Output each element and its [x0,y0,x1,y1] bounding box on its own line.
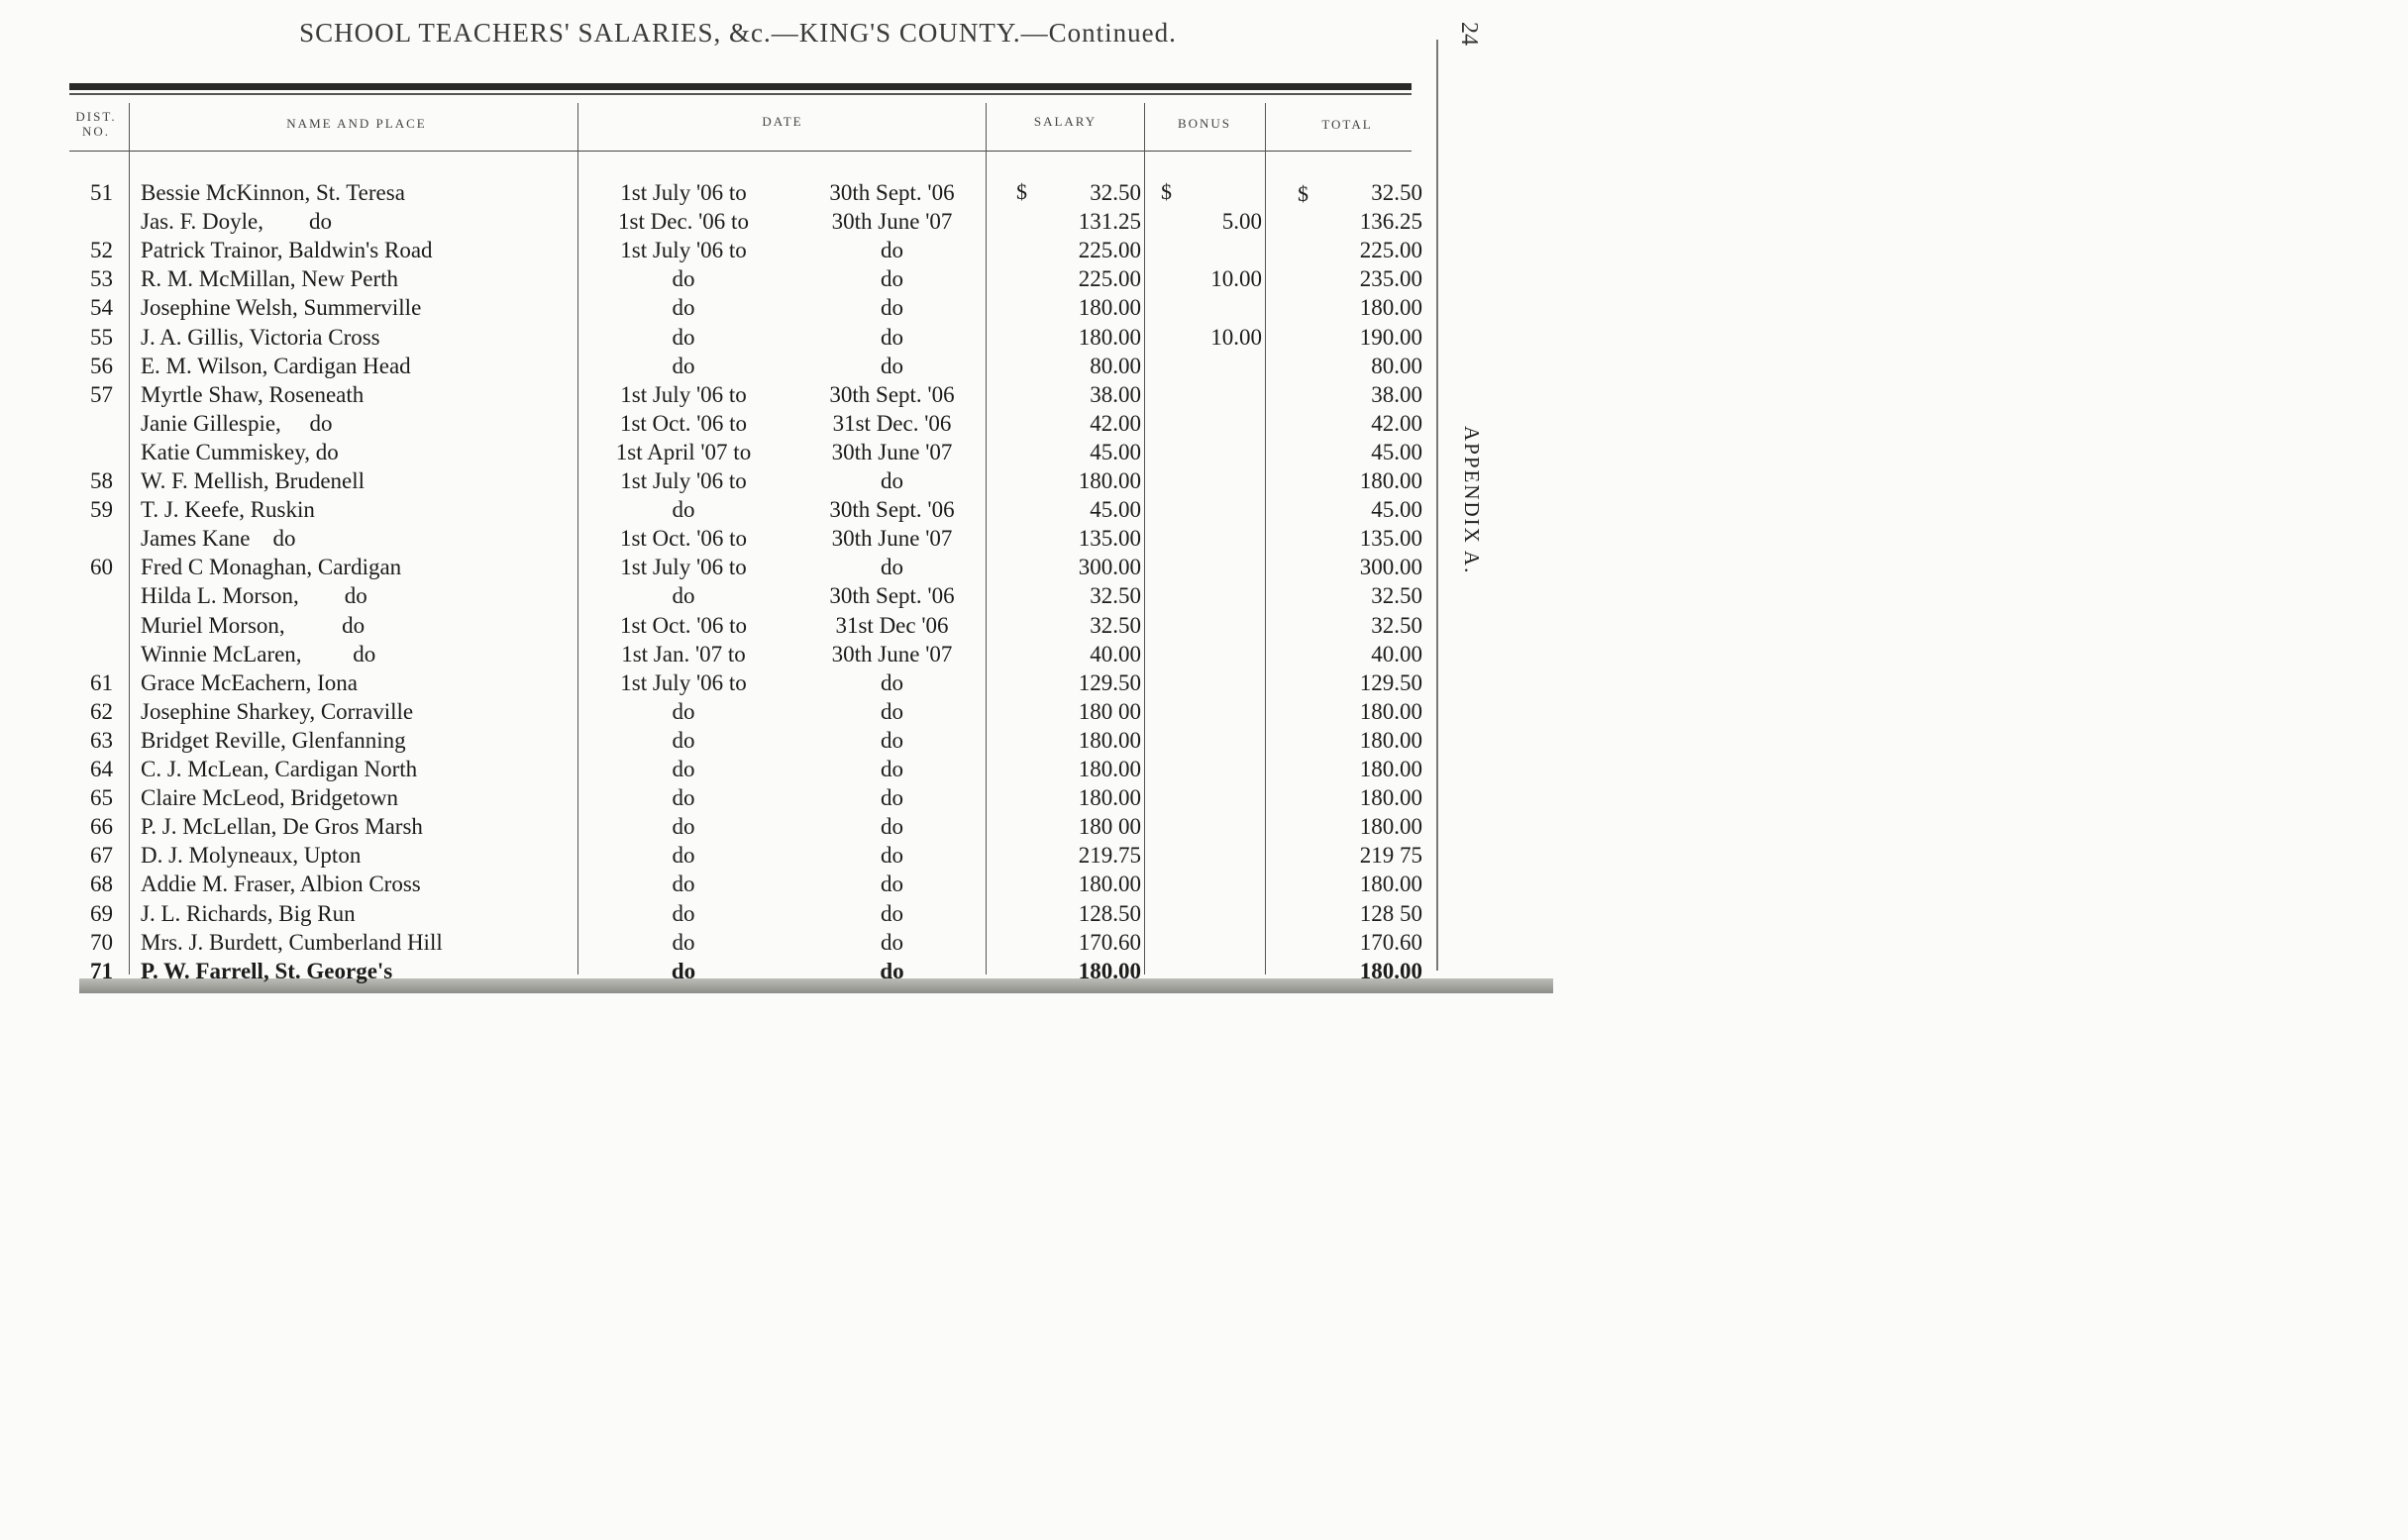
cell-date-from: do [672,727,695,753]
cell-total: 80.00 [1371,353,1422,378]
cell-date-from: do [672,295,695,321]
cell-name-place: Grace McEachern, Iona [141,669,359,695]
cell-date-from: do [672,929,695,955]
cell-total: 180.00 [1359,757,1422,781]
cell-total: 190.00 [1359,324,1422,350]
cell-date-to: 30th June '07 [831,641,953,667]
cell-salary: 129.50 [1078,669,1141,695]
bonus-currency-sign: $ [1161,179,1172,204]
table-row [0,640,1436,668]
table-row [0,726,1436,755]
cell-date-to: do [880,958,904,983]
cell-name-place: Patrick Trainor, Baldwin's Road [141,238,433,263]
cell-date-to: 30th June '07 [831,439,953,464]
cell-salary: 32.50 [1090,583,1141,609]
cell-total: 180.00 [1359,295,1422,321]
cell-dist-no: 64 [90,757,113,781]
cell-salary: 135.00 [1078,526,1141,552]
cell-name-place: Hilda L. Morson, do [141,583,367,609]
cell-salary: 180.00 [1078,958,1141,983]
salary-currency-sign: $ [1016,179,1027,204]
cell-date-from: 1st July '06 to [620,555,747,580]
cell-date-from: do [672,785,695,811]
table-row [0,466,1436,495]
header-bonus: BONUS [1177,116,1232,131]
cell-date-from: 1st Dec. '06 to [618,209,749,235]
header-dist-no: DIST. NO. [75,109,117,139]
cell-salary: 32.50 [1090,180,1141,205]
cell-dist-no: 67 [90,843,113,869]
page-edge-line [1436,40,1438,971]
cell-date-to: 30th Sept. '06 [829,180,955,205]
cell-date-from: do [671,958,696,983]
cell-name-place: Muriel Morson, do [141,612,366,638]
cell-date-to: do [881,266,903,292]
cell-name-place: R. M. McMillan, New Perth [141,266,399,292]
cell-salary: 42.00 [1090,410,1141,436]
table-row [0,236,1436,264]
cell-dist-no: 59 [90,497,113,523]
cell-date-from: do [672,324,695,350]
table-row [0,495,1436,524]
cell-dist-no: 69 [90,900,113,926]
cell-name-place: Mrs. J. Burdett, Cumberland Hill [141,929,443,955]
cell-dist-no: 71 [90,958,113,983]
cell-total: 225.00 [1359,238,1422,263]
cell-total: 38.00 [1371,381,1422,407]
page-title: SCHOOL TEACHERS' SALARIES, &c.—KING'S COUNTY.—Continued. [299,18,1177,48]
table-row [0,380,1436,409]
cell-total: 235.00 [1359,266,1422,292]
table-row [0,524,1436,553]
cell-date-from: do [672,900,695,926]
cell-total: 180.00 [1359,872,1422,897]
cell-total: 45.00 [1371,439,1422,464]
cell-date-to: 30th June '07 [831,209,953,235]
appendix-label: APPENDIX A. [1460,426,1484,575]
cell-total: 170.60 [1359,929,1422,955]
cell-date-from: do [672,872,695,897]
cell-date-from: 1st Jan. '07 to [621,641,746,667]
cell-dist-no: 55 [90,324,113,350]
header-salary: SALARY [1033,114,1098,129]
cell-dist-no: 65 [90,785,113,811]
cell-date-to: 30th Sept. '06 [829,497,955,523]
cell-salary: 131.25 [1078,209,1141,235]
cell-date-from: 1st July '06 to [620,669,747,695]
cell-name-place: Myrtle Shaw, Roseneath [141,381,365,407]
cell-salary: 180.00 [1078,872,1141,897]
cell-date-from: do [672,843,695,869]
cell-dist-no: 57 [90,381,113,407]
cell-date-from: do [672,497,695,523]
cell-date-to: do [881,814,903,840]
cell-dist-no: 61 [90,669,113,695]
table-row [0,352,1436,380]
cell-name-place: T. J. Keefe, Ruskin [141,497,315,523]
cell-date-from: 1st July '06 to [620,381,747,407]
cell-name-place: Winnie McLaren, do [141,641,376,667]
cell-total: 40.00 [1371,641,1422,667]
cell-total: 180.00 [1359,468,1422,493]
cell-date-to: do [881,900,903,926]
table-row [0,553,1436,581]
cell-salary: 225.00 [1078,266,1141,292]
cell-name-place: Claire McLeod, Bridgetown [141,785,398,811]
table-row [0,870,1436,898]
cell-salary: 128.50 [1078,900,1141,926]
table-row [0,264,1436,293]
table-row [0,207,1436,236]
table-row [0,783,1436,812]
cell-date-to: 30th Sept. '06 [829,381,955,407]
cell-date-to: 30th June '07 [831,526,953,552]
cell-dist-no: 58 [90,468,113,493]
cell-date-to: do [881,238,903,263]
cell-salary: 219.75 [1078,843,1141,869]
table-row [0,178,1436,207]
cell-dist-no: 60 [90,555,113,580]
table-row [0,611,1436,640]
cell-date-from: do [672,757,695,781]
cell-salary: 180.00 [1078,295,1141,321]
table-row [0,697,1436,726]
table-row [0,899,1436,928]
cell-date-from: do [672,698,695,724]
cell-date-to: 30th Sept. '06 [829,583,955,609]
cell-date-to: 31st Dec '06 [835,612,949,638]
cell-name-place: Addie M. Fraser, Albion Cross [141,872,421,897]
header-rule [69,151,1412,152]
cell-date-from: do [672,266,695,292]
cell-total: 180.00 [1359,727,1422,753]
cell-date-from: 1st July '06 to [620,468,747,493]
cell-total: 32.50 [1371,583,1422,609]
cell-name-place: Jas. F. Doyle, do [141,209,333,235]
cell-salary: 45.00 [1090,497,1141,523]
cell-date-to: do [881,324,903,350]
cell-date-to: 31st Dec. '06 [832,410,952,436]
cell-name-place: Fred C Monaghan, Cardigan [141,555,402,580]
cell-date-to: do [881,727,903,753]
table-row [0,755,1436,783]
cell-bonus: 10.00 [1210,324,1262,350]
header-name-place: NAME AND PLACE [286,116,427,131]
cell-dist-no: 52 [90,238,113,263]
cell-salary: 80.00 [1090,353,1141,378]
total-currency-sign: $ [1298,181,1309,206]
cell-dist-no: 62 [90,698,113,724]
cell-salary: 170.60 [1078,929,1141,955]
table-row [0,841,1436,870]
cell-dist-no: 51 [90,180,113,205]
cell-date-from: do [672,814,695,840]
cell-total: 219 75 [1359,843,1422,869]
cell-date-to: do [881,843,903,869]
cell-salary: 180.00 [1078,785,1141,811]
cell-name-place: J. A. Gillis, Victoria Cross [141,324,380,350]
cell-dist-no: 66 [90,814,113,840]
top-rule-thin [69,93,1412,95]
table-row [0,957,1436,985]
cell-name-place: W. F. Mellish, Brudenell [141,468,366,493]
cell-dist-no: 70 [90,929,113,955]
cell-name-place: Janie Gillespie, do [141,410,333,436]
cell-total: 128 50 [1359,900,1422,926]
cell-salary: 180 00 [1078,698,1141,724]
cell-date-from: do [672,353,695,378]
cell-name-place: Katie Cummiskey, do [141,439,339,464]
cell-salary: 45.00 [1090,439,1141,464]
cell-name-place: P. W. Farrell, St. George's [141,958,393,983]
cell-total: 136.25 [1359,209,1422,235]
cell-salary: 180.00 [1078,727,1141,753]
table-row [0,928,1436,957]
cell-salary: 225.00 [1078,238,1141,263]
cell-name-place: Josephine Welsh, Summerville [141,295,422,321]
cell-name-place: D. J. Molyneaux, Upton [141,843,362,869]
cell-date-to: do [881,353,903,378]
cell-total: 180.00 [1359,785,1422,811]
table-row [0,438,1436,466]
cell-total: 135.00 [1359,526,1422,552]
cell-date-from: 1st July '06 to [620,238,747,263]
cell-bonus: 10.00 [1210,266,1262,292]
cell-salary: 180.00 [1078,757,1141,781]
cell-salary: 180.00 [1078,468,1141,493]
page-number: 24 [1456,22,1482,46]
top-rule-thick [69,83,1412,90]
cell-date-to: do [881,295,903,321]
cell-date-to: do [881,468,903,493]
cell-salary: 300.00 [1078,555,1141,580]
cell-date-to: do [881,872,903,897]
cell-date-from: 1st July '06 to [620,180,747,205]
cell-total: 300.00 [1359,555,1422,580]
cell-name-place: James Kane do [141,526,296,552]
cell-total: 42.00 [1371,410,1422,436]
table-row [0,323,1436,352]
cell-total: 45.00 [1371,497,1422,523]
cell-name-place: J. L. Richards, Big Run [141,900,356,926]
cell-date-from: 1st Oct. '06 to [619,612,748,638]
cell-dist-no: 53 [90,266,113,292]
table-row [0,581,1436,610]
cell-date-to: do [881,757,903,781]
cell-name-place: Bridget Reville, Glenfanning [141,727,406,753]
cell-salary: 180.00 [1078,324,1141,350]
cell-dist-no: 54 [90,295,113,321]
cell-dist-no: 63 [90,727,113,753]
cell-salary: 32.50 [1090,612,1141,638]
cell-total: 180.00 [1359,814,1422,840]
cell-total: 129.50 [1359,669,1422,695]
cell-date-from: 1st April '07 to [615,439,752,464]
cell-salary: 180 00 [1078,814,1141,840]
cell-dist-no: 56 [90,353,113,378]
cell-name-place: C. J. McLean, Cardigan North [141,757,418,781]
cell-salary: 38.00 [1090,381,1141,407]
cell-date-to: do [881,555,903,580]
cell-bonus: 5.00 [1221,209,1262,235]
table-row [0,812,1436,841]
cell-name-place: Bessie McKinnon, St. Teresa [141,180,405,205]
cell-date-to: do [881,929,903,955]
table-row [0,668,1436,697]
cell-total: 180.00 [1359,958,1422,983]
table-row [0,409,1436,438]
header-total: TOTAL [1321,117,1373,132]
cell-date-to: do [881,785,903,811]
cell-name-place: Josephine Sharkey, Corraville [141,698,414,724]
cell-date-to: do [881,669,903,695]
cell-date-from: 1st Oct. '06 to [619,410,748,436]
cell-date-from: do [672,583,695,609]
table-row [0,293,1436,322]
header-date: DATE [762,114,803,129]
cell-total: 32.50 [1371,612,1422,638]
cell-name-place: P. J. McLellan, De Gros Marsh [141,814,423,840]
cell-total: 180.00 [1359,698,1422,724]
cell-date-from: 1st Oct. '06 to [619,526,748,552]
cell-salary: 40.00 [1090,641,1141,667]
cell-name-place: E. M. Wilson, Cardigan Head [141,353,411,378]
cell-date-to: do [881,698,903,724]
cell-dist-no: 68 [90,872,113,897]
cell-total: 32.50 [1371,180,1422,205]
